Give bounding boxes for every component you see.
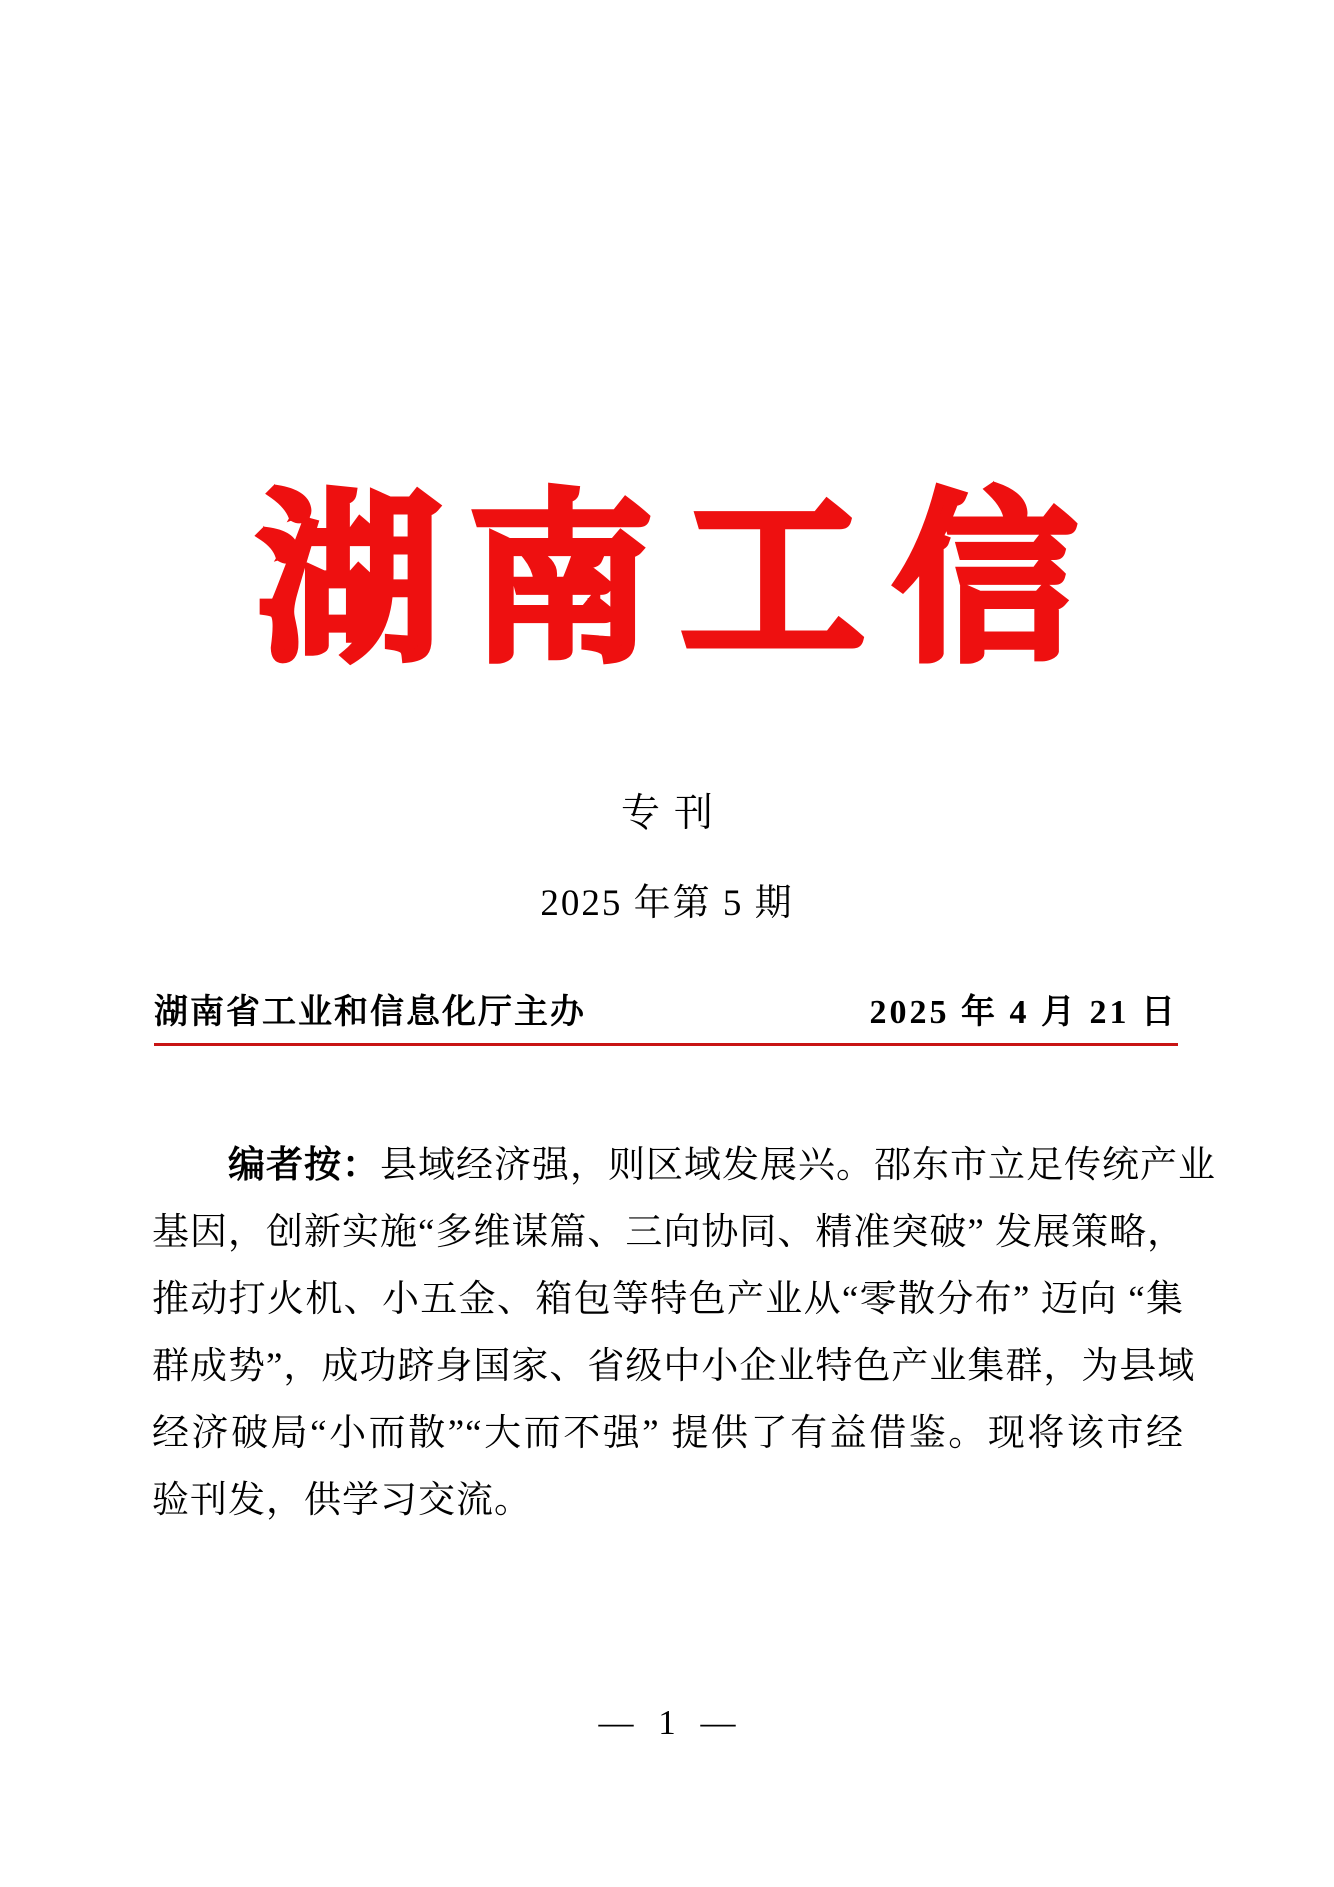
publisher-name: 湖南省工业和信息化厅主办	[154, 994, 586, 1031]
editor-note-paragraph	[152, 1131, 1216, 1534]
editor-note-line: 基因，创新实施“多维谋篇、三向协同、精准突破” 发展策略，	[152, 1212, 1186, 1253]
editor-note-line	[152, 1131, 1216, 1199]
editor-note-line: 推动打火机、小五金、箱包等特色产业从“零散分布” 迈向 “集	[152, 1279, 1184, 1320]
page-number: — 1 —	[598, 1703, 736, 1742]
red-divider-rule	[154, 1043, 1178, 1046]
editor-note-line: 经济破局“小而散”“大而不强” 提供了有益借鉴。现将该市经	[152, 1413, 1184, 1454]
editor-note-label: 编者按：	[228, 1144, 380, 1185]
issue-number: 2025 年第 5 期	[540, 883, 794, 924]
editor-note-text: 县域经济强，则区域发展兴。邵东市立足传统产业	[380, 1145, 1216, 1186]
issue-type-label: 专刊	[620, 792, 727, 835]
publication-info-row	[154, 992, 1178, 1034]
publication-date: 2025 年 4 月 21 日	[869, 994, 1178, 1031]
editor-note-line: 验刊发，供学习交流。	[152, 1480, 532, 1521]
editor-note-line: 群成势”，成功跻身国家、省级中小企业特色产业集群，为县域	[152, 1346, 1196, 1387]
masthead-title: 湖南工信	[258, 474, 1106, 686]
